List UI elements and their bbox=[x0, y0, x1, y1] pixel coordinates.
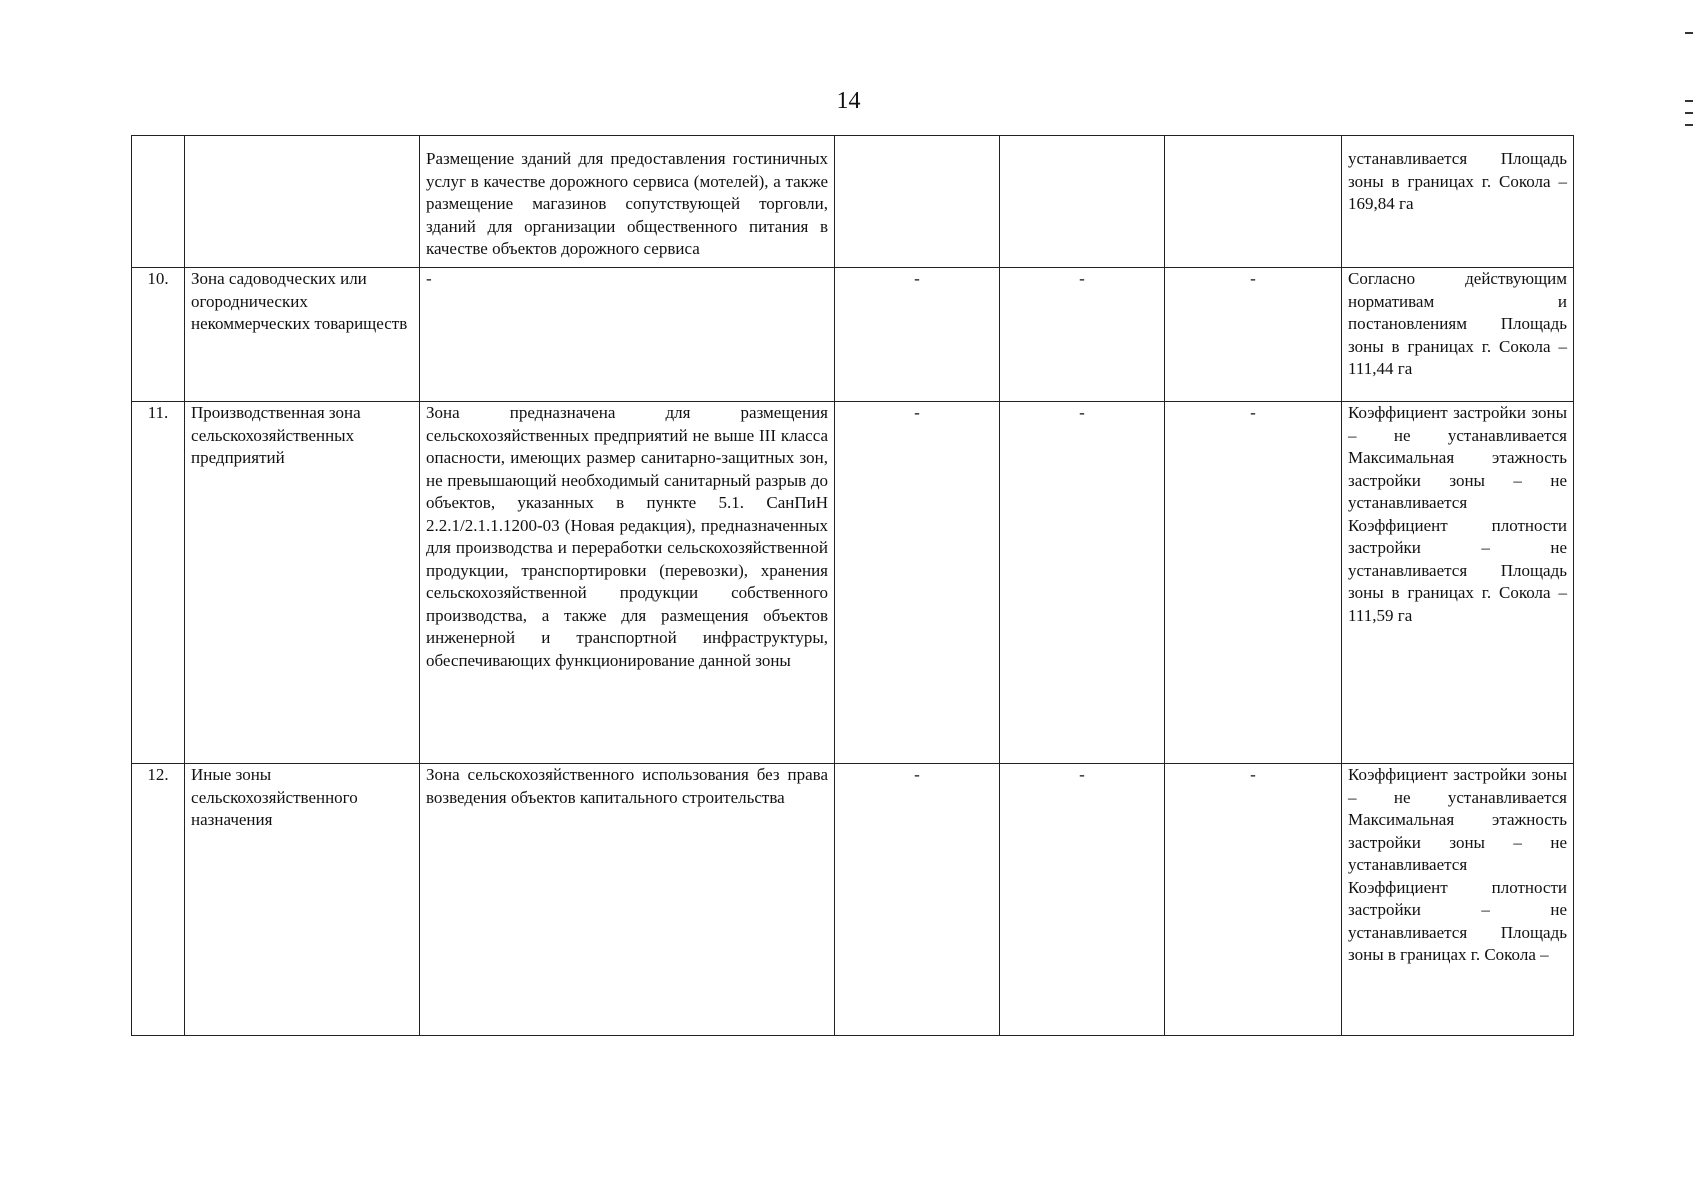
cell-col5: - bbox=[1000, 402, 1165, 764]
page-number: 14 bbox=[836, 88, 861, 114]
zone-name: Зона садоводческих или огороднических некоммерческих товариществ bbox=[185, 268, 420, 402]
zone-description: Размещение зданий для предоставления гостиничных услуг в качестве дорожного сервиса (мотелей), а также размещение магазинов сопутствующей торговли, зданий для организации общественного питания в качестве объектов дорожного сервиса bbox=[420, 136, 835, 268]
zone-parameters: Коэффициент застройки зоны – не устанавливается Максимальная этажность застройки зоны – не устанавливается Коэффициент плотности застройки – не устанавливается Площадь зоны в границах г. Сокола – bbox=[1342, 764, 1574, 1036]
zone-parameters: Коэффициент застройки зоны – не устанавливается Максимальная этажность застройки зоны – не устанавливается Коэффициент плотности застройки – не устанавливается Площадь зоны в границах г. Сокола – 111,59 га bbox=[1342, 402, 1574, 764]
zones-table bbox=[131, 135, 1574, 1036]
table-row bbox=[132, 268, 1574, 402]
zone-description: - bbox=[420, 268, 835, 402]
cell-col4: - bbox=[835, 402, 1000, 764]
zone-description: Зона сельскохозяйственного использования без права возведения объектов капитального строительства bbox=[420, 764, 835, 1036]
cell-col5: - bbox=[1000, 764, 1165, 1036]
row-number: 10. bbox=[132, 268, 185, 402]
zone-parameters: Согласно действующим нормативам и постановлениям Площадь зоны в границах г. Сокола – 111,44 га bbox=[1342, 268, 1574, 402]
zone-name: Иные зоны сельскохозяйственного назначения bbox=[185, 764, 420, 1036]
row-number: 11. bbox=[132, 402, 185, 764]
row-number bbox=[132, 136, 185, 268]
zone-description: Зона предназначена для размещения сельскохозяйственных предприятий не выше III класса опасности, имеющих размер санитарно-защитных зон, не превышающий необходимый санитарный разрыв до объектов, указанных в пункте 5.1. СанПиН 2.2.1/2.1.1.1200-03 (Новая редакция), предназначенных для производства и переработки сельскохозяйственной продукции, транспортировки (перевозки), хранения сельскохозяйственной продукции собственного производства, а также для размещения объектов инженерной и транспортной инфраструктуры, обеспечивающих функционирование данной зоны bbox=[420, 402, 835, 764]
cell-col6: - bbox=[1165, 764, 1342, 1036]
cell-col6: - bbox=[1165, 268, 1342, 402]
cell-col5 bbox=[1000, 136, 1165, 268]
table-row bbox=[132, 764, 1574, 1036]
cell-col4: - bbox=[835, 268, 1000, 402]
zone-name: Производственная зона сельскохозяйственных предприятий bbox=[185, 402, 420, 764]
zone-name bbox=[185, 136, 420, 268]
cell-col5: - bbox=[1000, 268, 1165, 402]
table-row bbox=[132, 402, 1574, 764]
scan-edge-mark bbox=[1685, 32, 1693, 34]
table-row bbox=[132, 136, 1574, 268]
cell-col6 bbox=[1165, 136, 1342, 268]
zone-parameters: устанавливается Площадь зоны в границах г. Сокола – 169,84 га bbox=[1342, 136, 1574, 268]
row-number: 12. bbox=[132, 764, 185, 1036]
cell-col4 bbox=[835, 136, 1000, 268]
cell-col4: - bbox=[835, 764, 1000, 1036]
cell-col6: - bbox=[1165, 402, 1342, 764]
